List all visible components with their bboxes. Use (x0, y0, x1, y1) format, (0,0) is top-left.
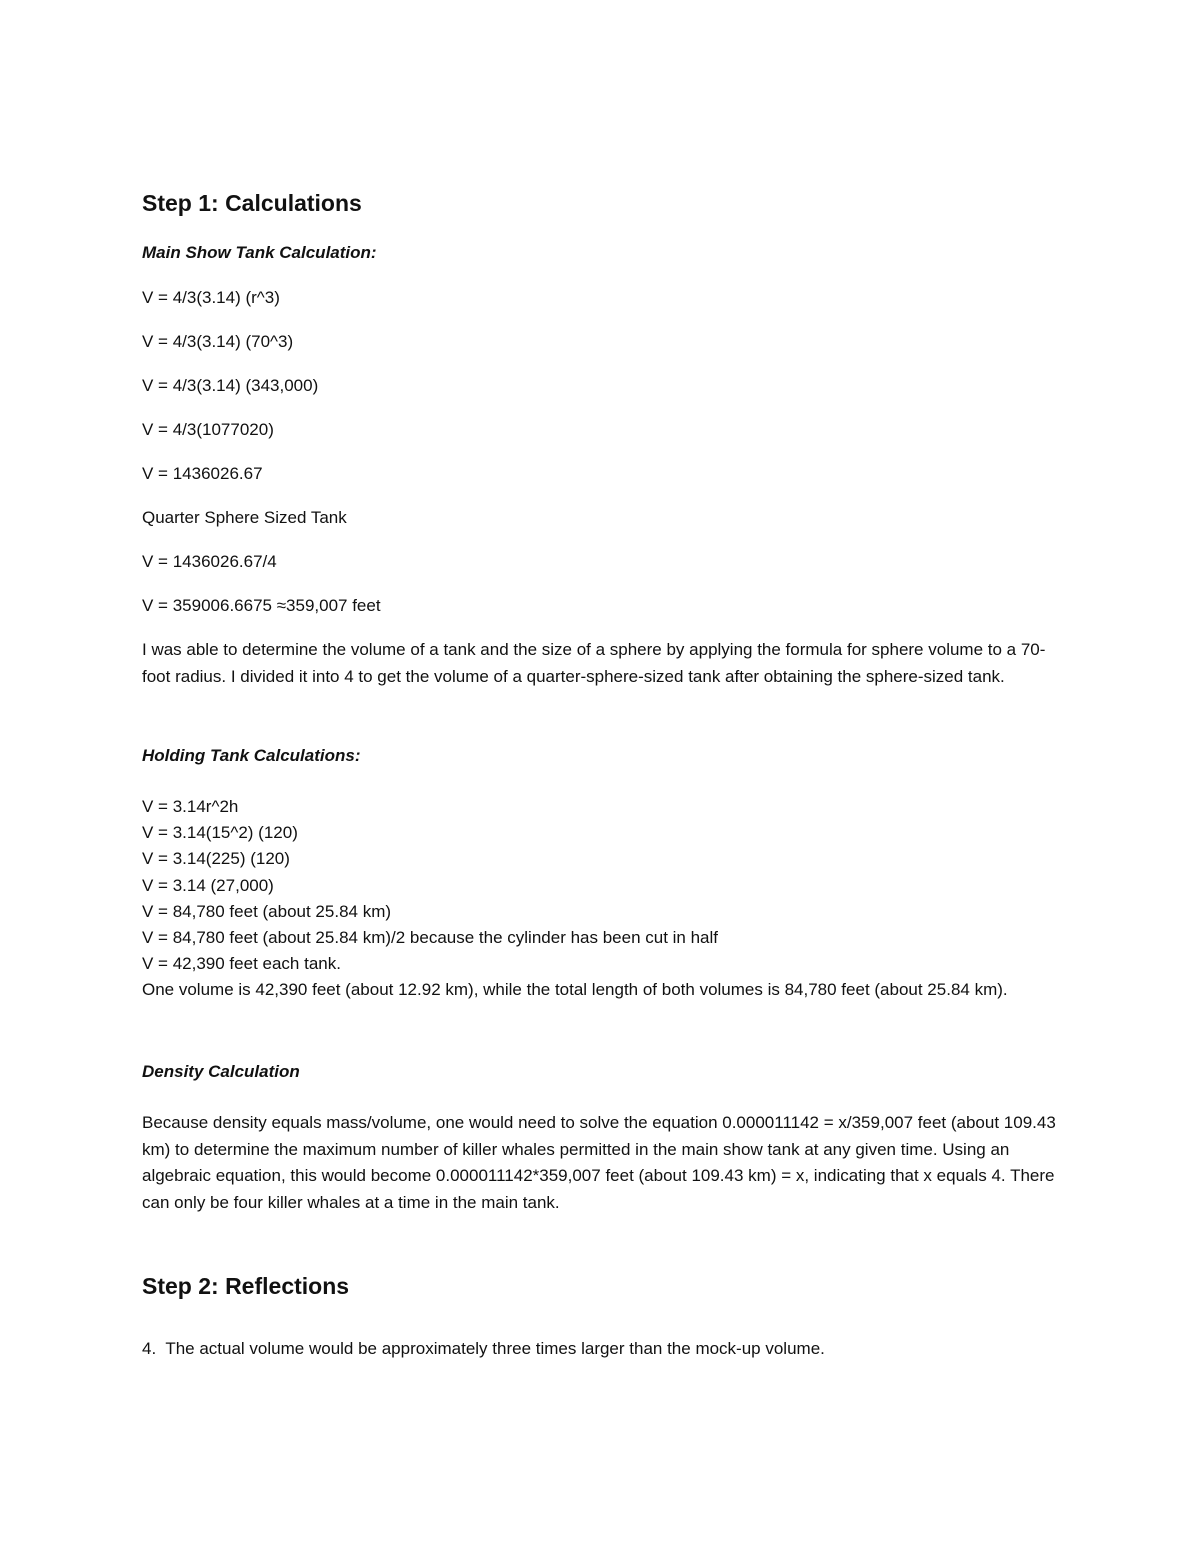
step2-heading: Step 2: Reflections (142, 1273, 350, 1299)
main-show-line: V = 4/3(1077020) (142, 420, 274, 439)
main-show-explanation: I was able to determine the volume of a tank and the size of a sphere by applying the formula for sphere volume to a 70-foot radius. I divided it into 4 to get the volume of a quarter-sphere-sized tank after obtaining the sphere-sized tank. (142, 640, 1046, 686)
main-show-line: V = 1436026.67 (142, 464, 263, 483)
holding-line: V = 3.14(225) (120) (142, 849, 290, 869)
holding-tank-lines (142, 794, 1072, 977)
holding-line: V = 3.14(15^2) (120) (142, 823, 298, 843)
main-show-line: V = 1436026.67/4 (142, 552, 277, 571)
main-show-line: V = 4/3(3.14) (r^3) (142, 288, 280, 307)
step1-heading: Step 1: Calculations (142, 190, 362, 216)
quarter-sphere-label: Quarter Sphere Sized Tank (142, 508, 347, 527)
reflection-item-text: The actual volume would be approximately three times larger than the mock-up volume. (165, 1339, 825, 1358)
density-paragraph: Because density equals mass/volume, one would need to solve the equation 0.000011142 = x/359,007 feet (about 109.43 km) to determine the maximum number of killer whales permitted in the main show tank at any given time. Using an algebraic equation, this would become 0.000011142*359,007 feet (about 109.43 km) = x, indicating that x equals 4. There can only be four killer whales at a time in the main tank. (142, 1113, 1056, 1212)
holding-line: V = 3.14r^2h (142, 797, 239, 816)
main-show-line: V = 4/3(3.14) (343,000) (142, 376, 319, 395)
main-show-tank-title: Main Show Tank Calculation: (142, 243, 377, 262)
holding-line: V = 42,390 feet each tank. (142, 954, 341, 974)
density-title: Density Calculation (142, 1062, 300, 1081)
holding-line: V = 84,780 feet (about 25.84 km) (142, 901, 392, 921)
holding-line: V = 84,780 feet (about 25.84 km)/2 because the cylinder has been cut in half (142, 928, 719, 948)
holding-tank-title: Holding Tank Calculations: (142, 746, 361, 765)
reflection-item-number: 4. (142, 1339, 157, 1358)
reflection-item (142, 1336, 1072, 1362)
main-show-line: V = 4/3(3.14) (70^3) (142, 332, 294, 351)
holding-line: V = 3.14 (27,000) (142, 875, 274, 895)
main-show-line: V = 359006.6675 ≈359,007 feet (142, 596, 381, 615)
holding-summary: One volume is 42,390 feet (about 12.92 km), while the total length of both volumes is 84,780 feet (about 25.84 km). (142, 980, 1008, 999)
